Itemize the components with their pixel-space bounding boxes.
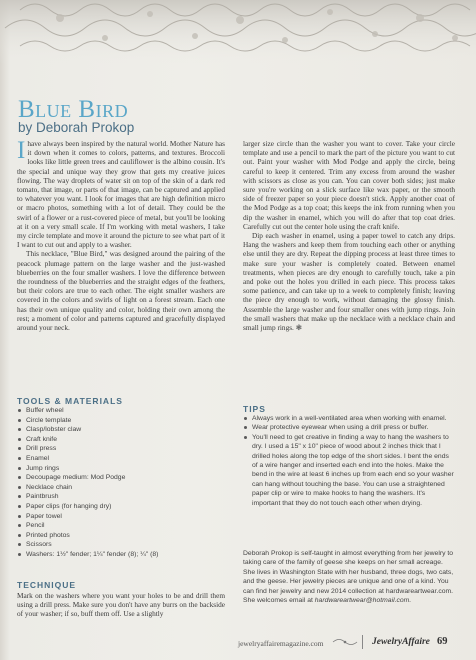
list-item: Paintbrush xyxy=(17,492,227,502)
list-item: You'll need to get creative in finding a way to hang the washers to dry. I used a 15" x 10" piece of wood about 2 inches thick that I drilled holes along the top edge of the short sides. I bent the ends of a wire hanger and inserted each end into the holes. Make the bend in the wire at least 6 inches up from each end so your washer can hang without touching the base. You can use a straightened paper clip or wire to make hooks to hang the washers. It's important that they do not touch each other when drying. xyxy=(243,433,455,508)
bullet-icon xyxy=(18,505,21,508)
list-item: Drill press xyxy=(17,444,227,454)
body-paragraph-3: larger size circle than the washer you want to cover. Take your circle template and use a pencil to mark the part of the picture you want to cut out. Paint your washer with Mod Podge and apply the circle, being careful to keep it centered. Trim any excess from around the washer with scissors as close as you can. You can cover both sides; just make sure you're working on a slick surface like wax paper, or the smooth side of freezer paper so your piece doesn't stick. Apply another coat of the Mod Podge as a top coat; this keeps the ink from running when you dip the washer in enamel, which you will do after that top coat dries. Carefully cut out the center hole using the craft knife. xyxy=(243,139,455,231)
bullet-icon xyxy=(18,438,21,441)
floral-header-pattern xyxy=(0,0,476,64)
bullet-icon xyxy=(18,457,21,460)
end-mark-icon: ❃ xyxy=(295,323,302,333)
list-item: Printed photos xyxy=(17,531,227,541)
list-item: Enamel xyxy=(17,454,227,464)
list-item: Washers: 1½" fender; 1¼" fender (8); ¼" (8) xyxy=(17,550,227,560)
list-item: Paper towel xyxy=(17,512,227,522)
body-paragraph-2: This necklace, "Blue Bird," was designed around the pairing of the peacock plumage pattern on the large washer and the just-washed blueberries on the four smaller washers. I love the difference between the roundness of the blueberries and the straight edges of the feathers, but their colors are true to each other. The eight smaller washers are covered in the colors and swirls of light on a forest stream. Each one has their own unique quality and color, holding their own among the rest; a moment of color and patterns captured and gracefully displayed around your neck. xyxy=(17,249,225,333)
intro-text: have always been inspired by the natural world. Mother Nature has it down when it comes to colors, patterns, and textures. Broccoli looks like little green trees and cauliflower is the albino cousin. It's the special and unique way they grow that gets my creative juices flowing. The way droplets of water sit on top of the skin of a dark red tomato, that image, or parts of that image, can be captured and applied to whatever you want. I look for images that are high definition micro or macro photos, something with a lot of detail. They could be the swirl of a flower or a rust-covered piece of metal, but you'll be looking at it on a very small scale. If I'm working with metal washers, I take my circle template and move it around the picture to see what part of it I want to cut out and apply to a washer. xyxy=(17,139,225,250)
drop-cap: I xyxy=(17,137,26,164)
article-left-column xyxy=(17,139,225,332)
list-item: Always work in a well-ventilated area when working with enamel. xyxy=(243,414,455,423)
bullet-icon xyxy=(18,524,21,527)
bullet-icon xyxy=(18,447,21,450)
list-item: Craft knife xyxy=(17,435,227,445)
bullet-icon xyxy=(18,476,21,479)
bullet-icon xyxy=(18,486,21,489)
author-bio xyxy=(243,549,455,605)
list-item: Paper clips (for hanging dry) xyxy=(17,502,227,512)
tools-list xyxy=(17,406,227,560)
tools-heading: TOOLS & MATERIALS xyxy=(17,396,123,406)
list-item: Circle template xyxy=(17,416,227,426)
magazine-logo: JewelryAffaire xyxy=(372,637,430,647)
footer-website: jewelryaffairemagazine.com xyxy=(238,639,324,648)
flourish-icon xyxy=(332,637,358,647)
article-title: Blue Bird xyxy=(18,96,129,123)
bullet-icon xyxy=(18,553,21,556)
bullet-icon xyxy=(18,409,21,412)
footer-divider xyxy=(362,635,363,649)
technique-text: Mark on the washers where you want your holes to be and drill them using a drill press. Make sure you don't have any burrs on the backside of your washer; if so, buff them off. Use a slightly xyxy=(17,591,225,619)
list-item: Scissors xyxy=(17,540,227,550)
bullet-icon xyxy=(244,426,247,429)
bullet-icon xyxy=(18,467,21,470)
bullet-icon xyxy=(18,428,21,431)
tips-heading: TIPS xyxy=(243,404,266,414)
body-paragraph-4-text: Dip each washer in enamel, using a paper towel to catch any drips. Hang the washers and keep them from touching each other or anything else until they are dry. Repeat the dipping process at least three times to make sure your washer is completely coated. Between enamel treatments, when pieces are dry enough to carefully touch, take a pin and poke out the holes you drilled in each piece. This process takes some patience, and can take up to a week to completely finish; leaving the piece dry enough to work, without damaging the glossy finish. Assemble the large washer and four smaller ones with jump rings. Join the small washers that make up the necklace with a necklace chain and small jump rings. xyxy=(243,231,455,333)
list-item: Buffer wheel xyxy=(17,406,227,416)
bullet-icon xyxy=(18,543,21,546)
author-email: hardwareartwear@hotmail.com. xyxy=(314,597,412,605)
bullet-icon xyxy=(244,417,247,420)
bullet-icon xyxy=(18,419,21,422)
article-byline: by Deborah Prokop xyxy=(18,120,135,135)
bullet-icon xyxy=(18,495,21,498)
list-item: Pencil xyxy=(17,521,227,531)
bullet-icon xyxy=(244,436,247,439)
list-item: Wear protective eyewear when using a drill press or buffer. xyxy=(243,423,455,432)
page-number: 69 xyxy=(437,636,448,647)
bullet-icon xyxy=(18,534,21,537)
tips-list xyxy=(243,414,455,508)
intro-paragraph xyxy=(17,139,225,249)
list-item: Clasp/lobster claw xyxy=(17,425,227,435)
list-item: Decoupage medium: Mod Podge xyxy=(17,473,227,483)
bullet-icon xyxy=(18,515,21,518)
list-item: Jump rings xyxy=(17,464,227,474)
author-bio-text: Deborah Prokop is self-taught in almost everything from her jewelry to taking care of the family of geese she keeps on her small acreage. She lives in Washington State with her husband, three dogs, two cats, and the geese. Her jewelry pieces are unique and one of a kind. You can find her jewelry and new 2014 collection at hardwareartwear.com. She welcomes email at xyxy=(243,550,454,605)
article-right-column xyxy=(243,139,455,332)
technique-heading: TECHNIQUE xyxy=(17,580,77,590)
body-paragraph-4 xyxy=(243,231,455,332)
list-item: Necklace chain xyxy=(17,483,227,493)
